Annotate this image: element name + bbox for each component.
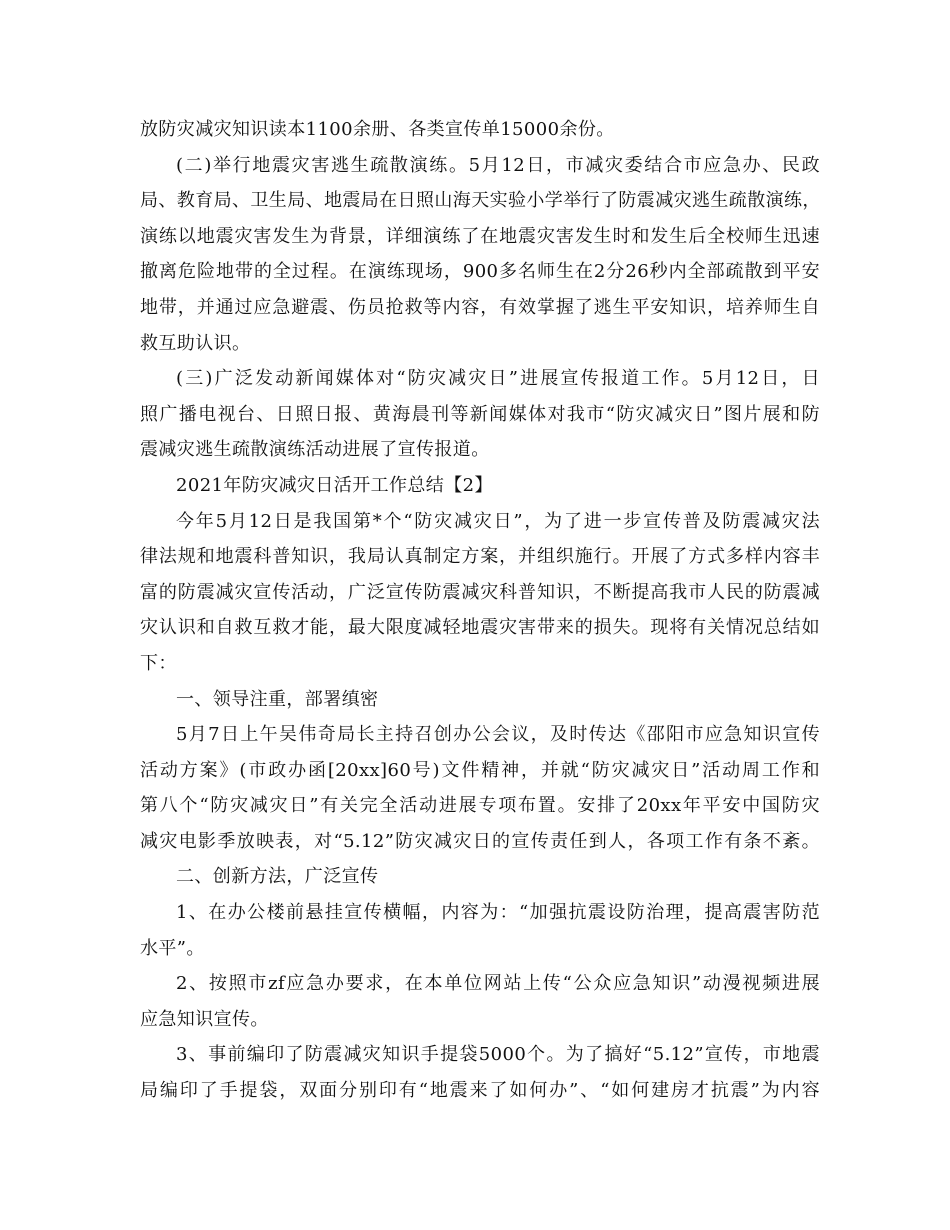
text-line-2: (二)举行地震灾害逃生疏散演练。5月12日，市减灾委结合市应急办、民政 xyxy=(176,154,820,176)
text-line-25: 2、按照市zf应急办要求，在本单位网站上传“公众应急知识”动漫视频进展 xyxy=(176,973,820,995)
subheading-1: 一、领导注重，部署缜密 xyxy=(176,688,379,710)
text-line-12: 今年5月12日是我国第*个“防灾减灾日”，为了进一步宣传普及防震减灾法 xyxy=(176,510,820,532)
text-line-14: 富的防震减灾宣传活动，广泛宣传防震减灾科普知识，不断提高我市人民的防震减 xyxy=(140,581,820,603)
text-line-8: (三)广泛发动新闻媒体对“防灾减灾日”进展宣传报道工作。5月12日，日 xyxy=(176,368,820,390)
text-line-6: 地带，并通过应急避震、伤员抢救等内容，有效掌握了逃生平安知识，培养师生自 xyxy=(140,296,820,318)
text-line-3: 局、教育局、卫生局、地震局在日照山海天实验小学举行了防震减灾逃生疏散演练， xyxy=(140,190,821,212)
text-line-10: 震减灾逃生疏散演练活动进展了宣传报道。 xyxy=(140,439,490,461)
text-line-16: 下： xyxy=(140,652,177,674)
text-line-27: 3、事前编印了防震减灾知识手提袋5000个。为了搞好“5.12”宣传，市地震 xyxy=(176,1044,820,1066)
subheading-2: 二、创新方法，广泛宣传 xyxy=(176,866,379,888)
text-line-24: 水平”。 xyxy=(140,937,205,959)
section-heading: 2021年防灾减灾日活开工作总结【2】 xyxy=(176,474,493,496)
text-line-1: 放防灾减灾知识读本1100余册、各类宣传单15000余份。 xyxy=(140,119,615,140)
document-body xyxy=(140,112,820,1109)
text-line-18: 5月7日上午吴伟奇局长主持召创办公会议，及时传达《邵阳市应急知识宣传 xyxy=(176,724,820,746)
text-line-15: 灾认识和自救互救才能，最大限度减轻地震灾害带来的损失。现将有关情况总结如 xyxy=(140,617,820,639)
text-line-26: 应急知识宣传。 xyxy=(140,1008,269,1030)
text-line-28: 局编印了手提袋，双面分别印有“地震来了如何办”、“如何建房才抗震”为内容 xyxy=(140,1080,820,1102)
text-line-19: 活动方案》(市政办函[20xx]60号)文件精神，并就“防灾减灾日”活动周工作和 xyxy=(140,759,820,781)
text-line-21: 减灾电影季放映表，对“5.12”防灾减灾日的宣传责任到人，各项工作有条不紊。 xyxy=(140,830,820,852)
text-line-23: 1、在办公楼前悬挂宣传横幅，内容为：“加强抗震设防治理，提高震害防范 xyxy=(176,902,820,924)
text-line-7: 救互助认识。 xyxy=(140,332,251,354)
text-line-20: 第八个“防灾减灾日”有关完全活动进展专项布置。安排了20xx年平安中国防灾 xyxy=(140,795,820,817)
text-line-13: 律法规和地震科普知识，我局认真制定方案，并组织施行。开展了方式多样内容丰 xyxy=(140,546,820,568)
text-line-4: 演练以地震灾害发生为背景，详细演练了在地震灾害发生时和发生后全校师生迅速 xyxy=(140,225,820,247)
text-line-5: 撤离危险地带的全过程。在演练现场，900多名师生在2分26秒内全部疏散到平安 xyxy=(140,261,820,283)
text-line-9: 照广播电视台、日照日报、黄海晨刊等新闻媒体对我市“防灾减灾日”图片展和防 xyxy=(140,403,820,425)
